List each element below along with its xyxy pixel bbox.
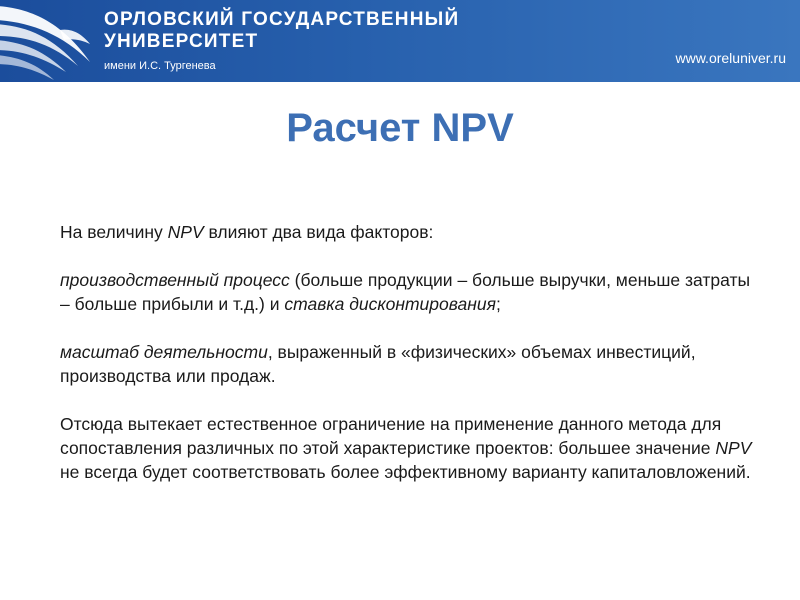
university-name xyxy=(104,9,459,75)
website-link[interactable]: www.oreluniver.ru xyxy=(675,50,786,66)
text-segment: не всегда будет соответствовать более эффективному варианту капиталовложений. xyxy=(60,462,751,482)
paragraph-intro xyxy=(60,220,760,244)
paragraph-factor-2 xyxy=(60,340,760,388)
text-segment: На величину xyxy=(60,222,168,242)
term-production-process: производственный процесс xyxy=(60,270,290,290)
slide-title: Расчет NPV xyxy=(286,106,514,150)
npv-term: NPV xyxy=(167,222,204,242)
paragraph-gap xyxy=(60,316,760,340)
text-segment: влияют два вида факторов: xyxy=(203,222,434,242)
paragraph-conclusion xyxy=(60,412,760,484)
text-segment: Отсюда вытекает естественное ограничение на применение данного метода для сопоставления различных по этой характеристике проектов: большее значение xyxy=(60,414,722,458)
text-segment: , выраженный в «физических» объемах инвестиций, производства или продаж. xyxy=(60,342,696,386)
text-segment: ; xyxy=(495,294,501,314)
header-banner xyxy=(0,0,800,82)
university-name-line3: имени И.С. Тургенева xyxy=(104,60,216,72)
university-name-line1: ОРЛОВСКИЙ ГОСУДАРСТВЕННЫЙ xyxy=(104,9,460,30)
text-segment: (больше продукции – больше выручки, меньше затраты – больше прибыли и т.д.) и xyxy=(60,270,751,314)
term-scale-of-activity: масштаб деятельности xyxy=(60,342,268,362)
paragraph-gap xyxy=(60,388,760,412)
term-discount-rate: ставка дисконтирования xyxy=(284,294,496,314)
paragraph-factor-1 xyxy=(60,268,760,316)
paragraph-gap xyxy=(60,244,760,268)
npv-term: NPV xyxy=(715,438,752,458)
university-name-line2: УНИВЕРСИТЕТ xyxy=(104,31,259,52)
slide-body xyxy=(60,220,760,484)
eagle-wing-logo-icon xyxy=(0,0,96,82)
